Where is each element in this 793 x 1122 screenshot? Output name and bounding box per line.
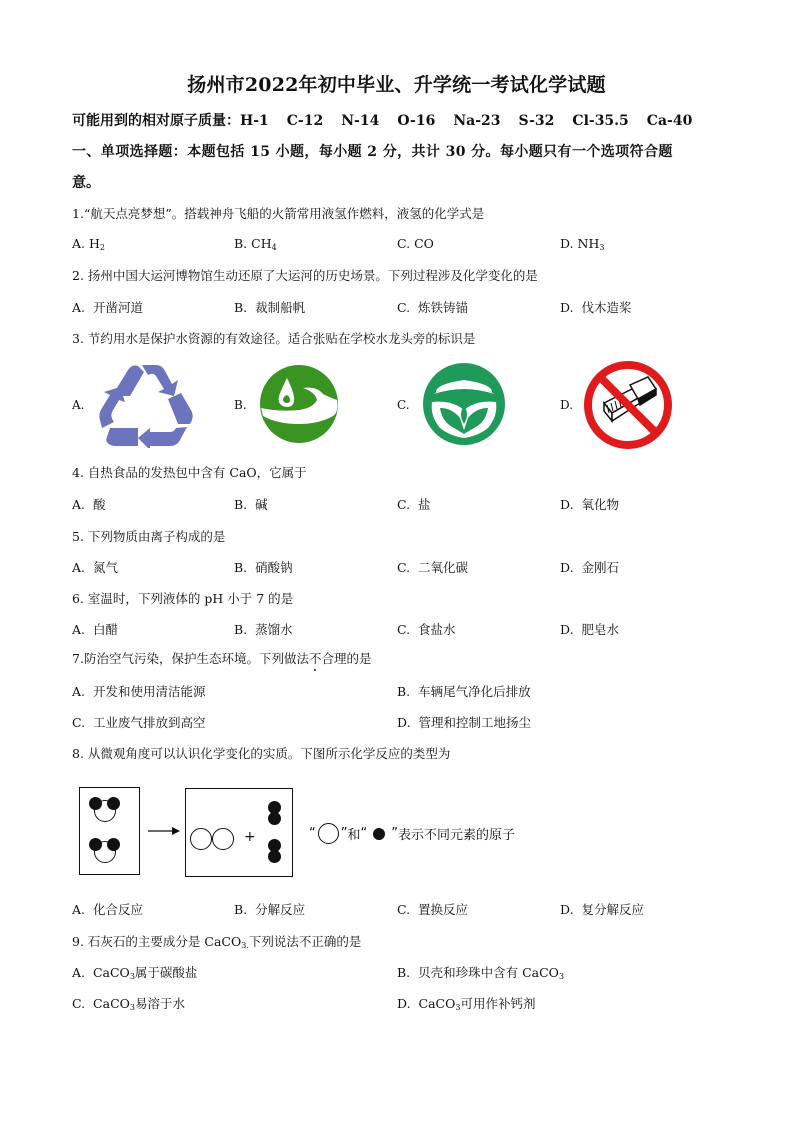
question-6-option-c[interactable] — [397, 620, 456, 638]
option-text: 分解反应 — [255, 902, 306, 917]
question-text: 防治空气污染，保护生态环境。下列做法 — [83, 651, 309, 666]
white-atom-legend-icon — [318, 823, 339, 844]
subscript: 4 — [271, 243, 277, 252]
question-number: 2. — [72, 268, 84, 283]
option-letter: C. — [72, 715, 86, 730]
question-text: 从微观角度可以认识化学变化的实质。下图所示化学反应的类型为 — [87, 746, 451, 761]
option-text: 炼铁铸锚 — [418, 300, 469, 315]
black-atom — [89, 838, 102, 851]
question-text: 室温时，下列液体的 pH 小于 7 的是 — [87, 591, 294, 606]
question-4-option-a[interactable] — [72, 495, 105, 513]
question-4-stem — [72, 463, 307, 481]
question-number: 7. — [72, 651, 84, 666]
question-text: 自热食品的发热包中含有 CaO，它属于 — [87, 465, 307, 480]
question-3-option-d[interactable] — [582, 359, 674, 451]
atomic-mass-c: C-12 — [286, 113, 324, 129]
option-text: 蒸馏水 — [255, 622, 293, 637]
option-letter: B. — [397, 965, 411, 980]
question-9-option-a[interactable] — [72, 963, 197, 981]
white-atom — [190, 828, 212, 850]
question-1-stem — [72, 204, 484, 222]
formula: CaCO — [418, 996, 456, 1011]
option-text: CO — [414, 236, 434, 251]
question-text: “航天点亮梦想”。搭载神舟飞船的火箭常用液氢作燃料，液氢的化学式是 — [83, 206, 485, 221]
option-letter: D. — [560, 902, 574, 917]
question-6-stem — [72, 589, 293, 607]
option-letter: A. — [72, 560, 86, 575]
question-7-option-c[interactable] — [72, 713, 206, 731]
option-text: H — [89, 236, 100, 251]
quote: “ — [309, 826, 316, 841]
question-9-option-d[interactable] — [397, 994, 535, 1012]
page-title: 扬州市2022年初中毕业、升学统一考试化学试题 — [187, 74, 606, 96]
question-4-option-d[interactable] — [560, 495, 619, 513]
black-atom-legend-icon — [373, 828, 385, 840]
reactant-box — [79, 787, 140, 875]
water-saving-icon — [259, 364, 339, 444]
option-letter: B. — [234, 902, 248, 917]
option-letter: C. — [397, 497, 411, 512]
question-number: 8. — [72, 746, 84, 761]
option-letter: B. — [234, 497, 248, 512]
atomic-mass-h: H-1 — [240, 113, 269, 129]
option-text: 开凿河道 — [92, 300, 143, 315]
option-text: 白醋 — [92, 622, 118, 637]
subscript: 3 — [599, 243, 605, 252]
question-8-option-b[interactable] — [234, 900, 305, 918]
option-letter: D. — [560, 300, 574, 315]
formula: CaCO — [93, 996, 130, 1011]
option-letter: B. — [397, 684, 411, 699]
question-1-option-d[interactable] — [560, 236, 604, 251]
question-number: 1. — [72, 206, 84, 221]
question-8-option-d[interactable] — [560, 900, 644, 918]
question-number: 9. — [72, 934, 84, 949]
option-letter: C. — [397, 300, 411, 315]
question-6-option-a[interactable] — [72, 620, 118, 638]
atomic-mass-o: O-16 — [397, 113, 436, 129]
option-text: 氮气 — [92, 560, 118, 575]
question-7-option-b[interactable] — [397, 682, 531, 700]
option-letter: B. — [234, 236, 248, 251]
option-text: NH — [577, 236, 600, 251]
product-box — [185, 788, 293, 877]
recycle-icon — [98, 362, 194, 448]
option-letter: D. — [397, 715, 411, 730]
option-text: 碱 — [255, 497, 268, 512]
option-letter: D. — [560, 560, 574, 575]
question-6-option-b[interactable] — [234, 620, 293, 638]
question-number: 3. — [72, 331, 84, 346]
question-3-option-b[interactable] — [259, 364, 339, 444]
option-letter: A. — [72, 902, 86, 917]
question-8-option-a[interactable] — [72, 900, 143, 918]
option-text: 置换反应 — [418, 902, 469, 917]
option-text: 伐木造桨 — [581, 300, 632, 315]
option-letter: A. — [72, 965, 86, 980]
option-text: 硝酸钠 — [255, 560, 293, 575]
option-text: 复分解反应 — [581, 902, 645, 917]
option-letter: B. — [234, 622, 248, 637]
section-heading: 一、单项选择题：本题包括 15 小题，每小题 2 分，共计 30 分。每小题只有一个选项符合题 — [72, 144, 673, 160]
legend-text: 表示不同元素的原子 — [398, 828, 516, 843]
question-text: 下列物质由离子构成的是 — [87, 529, 226, 544]
question-3-option-c[interactable] — [422, 362, 506, 446]
option-letter: D. — [560, 622, 574, 637]
option-text: 属于碳酸盐 — [134, 965, 198, 980]
question-2-stem — [72, 266, 538, 284]
diagram-legend — [309, 823, 515, 844]
option-text: 食盐水 — [418, 622, 456, 637]
quote: ” — [391, 826, 399, 841]
option-text: CH — [251, 236, 272, 251]
formula: CaCO — [92, 965, 130, 980]
green-food-icon — [422, 362, 506, 446]
atomic-mass-n: N-14 — [341, 113, 380, 129]
option-text: 化合反应 — [92, 902, 143, 917]
question-3-option-b-label: B. — [234, 398, 247, 412]
question-8-stem — [72, 744, 450, 762]
white-atom — [212, 828, 234, 850]
subscript: 3. — [241, 941, 249, 950]
option-letter: A. — [72, 300, 86, 315]
question-2-option-c[interactable] — [397, 298, 468, 316]
black-atom — [107, 838, 120, 851]
question-text: 扬州中国大运河博物馆生动还原了大运河的历史场景。下列过程涉及化学变化的是 — [87, 268, 538, 283]
question-7-option-a[interactable] — [72, 682, 205, 700]
option-text: 酸 — [92, 497, 106, 512]
subscript: 3 — [558, 972, 565, 981]
option-letter: D. — [560, 497, 574, 512]
question-5-stem — [72, 527, 225, 545]
option-letter: C. — [397, 622, 411, 637]
question-number: 4. — [72, 465, 84, 480]
option-letter: C. — [397, 560, 411, 575]
option-letter: A. — [72, 622, 86, 637]
no-matches-icon — [582, 359, 674, 451]
option-text: 管理和控制工地扬尘 — [418, 715, 532, 730]
question-2-option-d[interactable] — [560, 298, 632, 316]
subscript: 3 — [129, 972, 135, 981]
subscript: 3 — [129, 1003, 135, 1012]
atomic-mass-s: S-32 — [518, 113, 555, 129]
question-text: 石灰石的主要成分是 CaCO — [87, 934, 242, 949]
question-4-option-b[interactable] — [234, 495, 268, 513]
question-5-option-b[interactable] — [234, 558, 293, 576]
legend-and: 和 — [347, 828, 361, 843]
question-9-option-c[interactable] — [72, 994, 185, 1012]
option-text: 氧化物 — [581, 497, 620, 512]
option-letter: B. — [234, 300, 248, 315]
subscript: 2 — [99, 243, 105, 252]
question-text: 节约用水是保护水资源的有效途径。适合张贴在学校水龙头旁的标识是 — [87, 331, 476, 346]
question-text-cont: 下列说法不正确的是 — [248, 934, 362, 949]
question-3-option-d-label: D. — [560, 398, 574, 412]
option-text: 裁制船帆 — [255, 300, 306, 315]
question-7-option-d[interactable] — [397, 713, 531, 731]
black-atom — [268, 812, 281, 825]
question-1-option-b[interactable] — [234, 236, 277, 251]
question-1-option-c[interactable] — [397, 236, 434, 251]
quote: “ — [360, 826, 368, 841]
option-text: 贝壳和珍珠中含有 CaCO — [418, 965, 559, 980]
question-8-option-c[interactable] — [397, 900, 468, 918]
question-3-option-a-label: A. — [72, 398, 85, 412]
atomic-masses-label: 可能用到的相对原子质量： — [72, 113, 240, 129]
question-9-option-b[interactable] — [397, 963, 564, 981]
option-text: 二氧化碳 — [418, 560, 469, 575]
atomic-masses-line — [72, 110, 692, 130]
option-letter: A. — [72, 497, 86, 512]
option-letter: D. — [560, 236, 574, 251]
option-letter: B. — [234, 560, 248, 575]
emphasis-mark: 不 — [308, 651, 322, 666]
question-7-stem — [72, 649, 371, 667]
option-letter: C. — [72, 996, 86, 1011]
black-atom — [268, 850, 281, 863]
option-letter: A. — [72, 236, 86, 251]
section-heading-cont: 意。 — [72, 175, 100, 191]
option-text: 工业废气排放到高空 — [93, 715, 206, 730]
question-1-option-a[interactable] — [72, 236, 105, 251]
option-text: 金刚石 — [581, 560, 620, 575]
question-number: 5. — [72, 529, 84, 544]
option-text: 肥皂水 — [581, 622, 620, 637]
arrow-icon — [148, 826, 180, 836]
option-letter: C. — [397, 902, 411, 917]
question-5-option-a[interactable] — [72, 558, 118, 576]
question-5-option-c[interactable] — [397, 558, 468, 576]
question-4-option-c[interactable] — [397, 495, 431, 513]
question-3-option-a[interactable] — [98, 362, 194, 448]
plus-sign: + — [244, 829, 256, 845]
question-3-option-c-label: C. — [397, 398, 410, 412]
subscript: 3 — [455, 1003, 461, 1012]
option-text: 盐 — [418, 497, 431, 512]
option-text: 易溶于水 — [134, 996, 185, 1011]
atomic-mass-cl: Cl-35.5 — [572, 113, 629, 129]
option-text: 开发和使用清洁能源 — [92, 684, 206, 699]
question-5-option-d[interactable] — [560, 558, 619, 576]
atomic-mass-na: Na-23 — [453, 113, 501, 129]
question-number: 6. — [72, 591, 84, 606]
black-atom — [107, 797, 120, 810]
option-letter: C. — [397, 236, 411, 251]
option-letter: A. — [72, 684, 86, 699]
question-text-cont: 合理的是 — [321, 651, 372, 666]
option-letter: D. — [397, 996, 411, 1011]
atomic-mass-ca: Ca-40 — [646, 113, 693, 129]
option-text: 车辆尾气净化后排放 — [418, 684, 531, 699]
black-atom — [89, 797, 102, 810]
question-3-stem — [72, 329, 475, 347]
question-6-option-d[interactable] — [560, 620, 619, 638]
option-text: 可用作补钙剂 — [460, 996, 536, 1011]
quote: ” — [340, 826, 348, 841]
question-2-option-a[interactable] — [72, 298, 143, 316]
question-9-stem — [72, 932, 361, 950]
question-2-option-b[interactable] — [234, 298, 305, 316]
